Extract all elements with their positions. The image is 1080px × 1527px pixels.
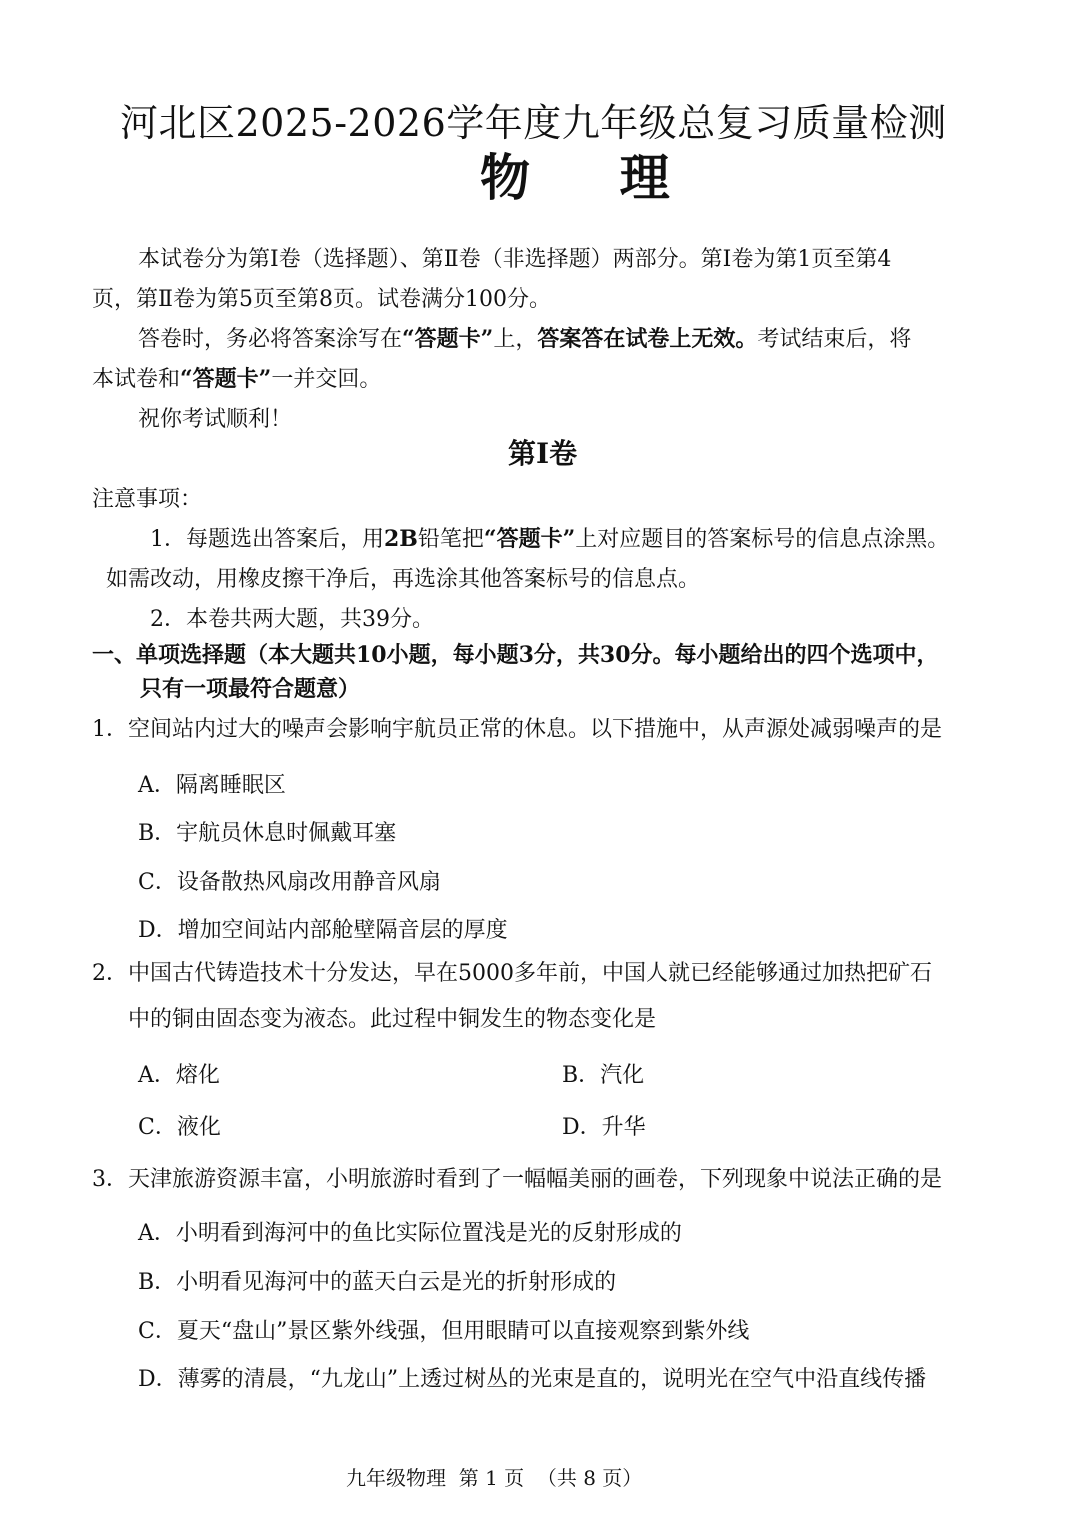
- section-title: 第Ⅰ卷: [508, 437, 578, 470]
- question-2-stem-line-2: 中的铜由固态变为液态。此过程中铜发生的物态变化是: [128, 1007, 657, 1032]
- intro-line-3: 答卷时，务必将答案涂写在“答题卡”上，答案答在试卷上无效。考试结束后，将: [138, 326, 912, 352]
- question-1-option-a: A．隔离睡眠区: [138, 773, 286, 798]
- question-1-option-b: B．宇航员休息时佩戴耳塞: [138, 821, 397, 846]
- note-1-line-2: 如需改动，用橡皮擦干净后，再选涂其他答案标号的信息点。: [106, 567, 701, 592]
- answer-card-term: “答题卡”: [402, 326, 494, 352]
- question-3-stem: 3．天津旅游资源丰富，小明旅游时看到了一幅幅美丽的画卷，下列现象中说法正确的是: [92, 1167, 942, 1192]
- subject-title: 物 理: [480, 148, 674, 207]
- answer-card-term: “答题卡”: [483, 526, 576, 552]
- question-2-option-c: C．液化: [138, 1115, 221, 1140]
- question-2-option-a: A．熔化: [138, 1063, 220, 1088]
- question-1-option-c: C．设备散热风扇改用静音风扇: [138, 870, 441, 895]
- intro-line-4: 本试卷和“答题卡”一并交回。: [92, 366, 382, 392]
- question-2-stem: 2．中国古代铸造技术十分发达，早在5000多年前，中国人就已经能够通过加热把矿石: [92, 961, 932, 986]
- notes-heading: 注意事项：: [92, 487, 203, 512]
- intro-line-5: 祝你考试顺利！: [138, 407, 293, 432]
- question-1-stem: 1．空间站内过大的噪声会影响宇航员正常的休息。以下措施中，从声源处减弱噪声的是: [92, 717, 942, 742]
- question-2-option-d: D．升华: [562, 1115, 646, 1140]
- question-1-option-d: D．增加空间站内部舱壁隔音层的厚度: [138, 918, 508, 943]
- question-3-option-a: A．小明看到海河中的鱼比实际位置浅是光的反射形成的: [138, 1221, 682, 1246]
- page-footer: 九年级物理 第 1 页 （共 8 页）: [346, 1466, 643, 1490]
- answer-card-term: “答题卡”: [180, 366, 272, 392]
- exam-title: 河北区2025-2026学年度九年级总复习质量检测: [120, 101, 947, 145]
- note-1: 1．每题选出答案后，用2B铅笔把“答题卡”上对应题目的答案标号的信息点涂黑。: [150, 526, 950, 552]
- note-2: 2．本卷共两大题，共39分。: [150, 607, 434, 632]
- intro-line-2: 页，第Ⅱ卷为第5页至第8页。试卷满分100分。: [92, 287, 551, 312]
- intro-line-1: 本试卷分为第Ⅰ卷（选择题）、第Ⅱ卷（非选择题）两部分。第Ⅰ卷为第1页至第4: [138, 247, 892, 272]
- question-3-option-b: B．小明看见海河中的蓝天白云是光的折射形成的: [138, 1270, 617, 1295]
- warning-text: 答案答在试卷上无效。: [537, 326, 758, 352]
- question-2-option-b: B．汽化: [562, 1063, 645, 1088]
- part-heading: 一、单项选择题（本大题共10小题，每小题3分，共30分。每小题给出的四个选项中，: [92, 642, 939, 668]
- part-heading-line-2: 只有一项最符合题意）: [140, 676, 361, 702]
- question-3-option-c: C．夏天“盘山”景区紫外线强，但用眼睛可以直接观察到紫外线: [138, 1319, 750, 1344]
- question-3-option-d: D．薄雾的清晨，“九龙山”上透过树丛的光束是直的，说明光在空气中沿直线传播: [138, 1367, 927, 1392]
